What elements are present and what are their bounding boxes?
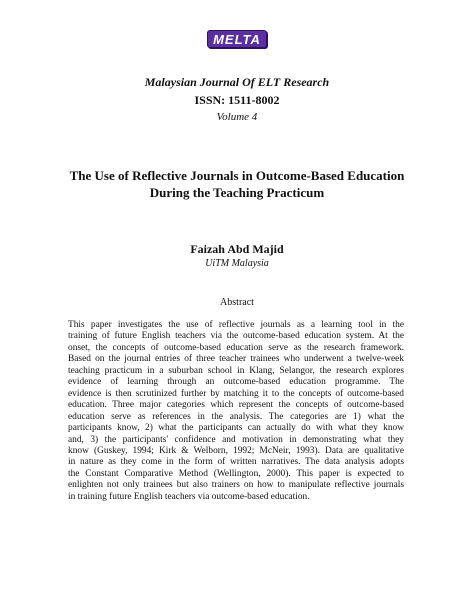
abstract-heading: Abstract	[220, 297, 254, 308]
abstract-line: participants know, 2) what the participants can actually do with what they know	[68, 423, 404, 434]
abstract-body	[68, 320, 404, 503]
abstract-line: onset, the concepts of outcome-based education serve as the research framework.	[68, 342, 404, 353]
abstract-line: evidence of learning through an outcome-based education programme. The	[68, 377, 404, 388]
abstract-line: the Constant Comparative Method (Wellington, 2000). This paper is expected to	[68, 468, 404, 479]
abstract-line: evidence is then scrutinized further by matching it to the concepts of outcome-based	[68, 388, 404, 399]
paper-title	[40, 167, 434, 201]
journal-volume: Volume 4	[216, 111, 258, 123]
abstract-line: know (Guskey, 1994; Kirk & Welborn, 1992; McNeir, 1993). Data are qualitative	[68, 445, 404, 456]
author-affiliation: UiTM Malaysia	[205, 258, 269, 269]
journal-name: Malaysian Journal Of ELT Research	[144, 75, 330, 89]
abstract-line: training of future English teachers via the outcome-based education system. At the	[68, 331, 404, 342]
abstract-line: Based on the journal entries of three teacher trainees who underwent a twelve-week	[68, 354, 404, 365]
melta-logo-area	[0, 30, 474, 49]
abstract-line: This paper investigates the use of reflective journals as a learning tool in the	[68, 320, 404, 330]
abstract-line: and, 3) the participants' confidence and motivation in demonstrating what they	[68, 434, 404, 445]
abstract-line: in nature as they come in the form of written narratives. The data analysis adopts	[68, 457, 404, 468]
abstract-line: teaching practicum in a suburban school in Klang, Selangor, the research explores	[68, 365, 404, 376]
journal-issn: ISSN: 1511-8002	[194, 93, 280, 107]
paper-title-line: The Use of Reflective Journals in Outcome-Based Education	[69, 168, 405, 183]
abstract-line: education. Three major categories which represent the concepts of outcome-based	[68, 400, 404, 411]
abstract-line: enlighten not only trainees but also trainers on how to manipulate reflective journals	[68, 480, 404, 491]
abstract-line: in training future English teachers via outcome-based education.	[68, 491, 310, 502]
author-name: Faizah Abd Majid	[190, 242, 284, 256]
abstract-line: education serve as references in the analysis. The categories are 1) what the	[68, 411, 404, 422]
paper-title-line: During the Teaching Practicum	[149, 185, 325, 200]
melta-logo: MELTA	[207, 30, 267, 48]
